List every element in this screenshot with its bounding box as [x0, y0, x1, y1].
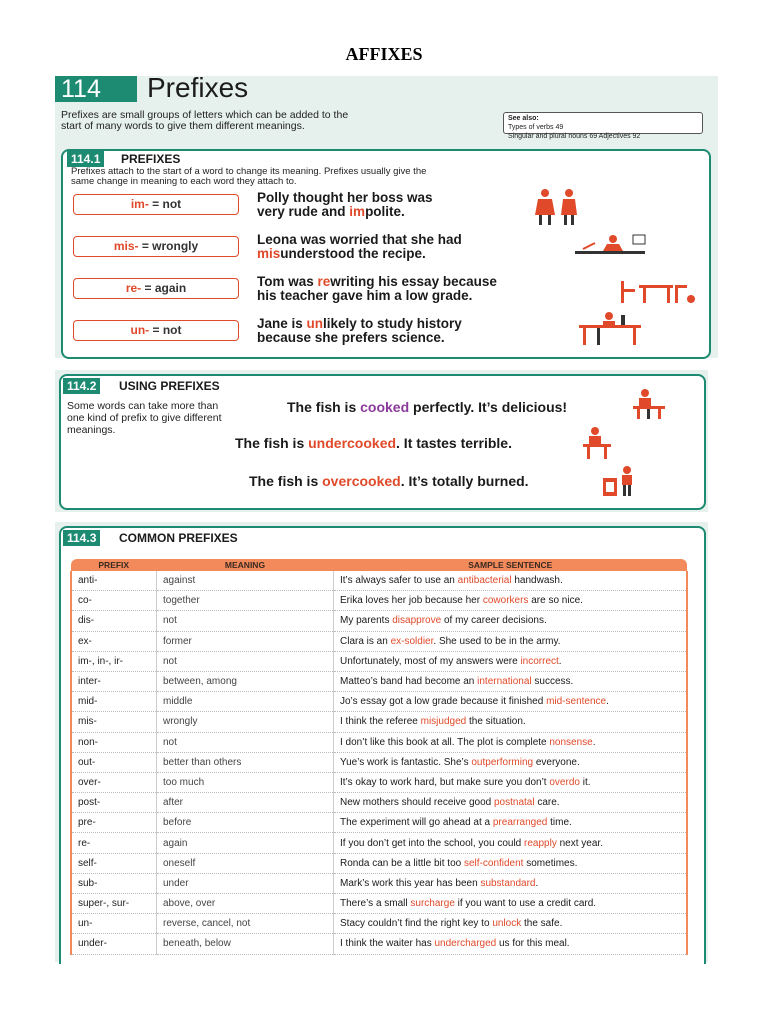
table-row: [71, 631, 687, 651]
sample-sentence-cell: If you don’t get into the school, you could reapply next year.: [334, 833, 688, 853]
sample-sentence-cell: The experiment will go ahead at a prearranged time.: [334, 813, 688, 833]
prefix-cell: super-, sur-: [71, 894, 157, 914]
meaning-cell: between, among: [157, 671, 334, 691]
table-row: [71, 853, 687, 873]
meaning-cell: again: [157, 833, 334, 853]
see-also-label: See also:: [508, 115, 539, 122]
table-header-row: [71, 559, 687, 571]
section-title: COMMON PREFIXES: [119, 531, 238, 545]
meaning-cell: better than others: [157, 752, 334, 772]
desk-illustration: [621, 277, 697, 305]
sample-sentence-cell: I think the referee misjudged the situation.: [334, 712, 688, 732]
column-header: SAMPLE SENTENCE: [334, 559, 688, 571]
sample-sentence-cell: Jo’s essay got a low grade because it finished mid-sentence.: [334, 692, 688, 712]
meaning-cell: former: [157, 631, 334, 651]
table-row: [71, 712, 687, 732]
unit-title: Prefixes: [147, 72, 249, 103]
prefix-cell: ex-: [71, 631, 157, 651]
table-row: [71, 894, 687, 914]
prefix-cell: mis-: [71, 712, 157, 732]
prefix-cell: over-: [71, 772, 157, 792]
prefix-cell: un-: [71, 914, 157, 934]
prefix-pill: im- = not: [73, 194, 239, 215]
meaning-cell: under: [157, 873, 334, 893]
sample-sentence-cell: I think the waiter has undercharged us for this meal.: [334, 934, 688, 954]
meaning-cell: together: [157, 591, 334, 611]
table-row: [71, 813, 687, 833]
meaning-cell: wrongly: [157, 712, 334, 732]
prefix-cell: dis-: [71, 611, 157, 631]
diner-happy-illustration: [633, 388, 667, 420]
prefix-cell: out-: [71, 752, 157, 772]
sample-sentence-cell: Clara is an ex-soldier. She used to be in the army.: [334, 631, 688, 651]
see-also-line1: Types of verbs 49: [508, 124, 564, 131]
table-row: [71, 611, 687, 631]
table-row: [71, 752, 687, 772]
meaning-cell: beneath, below: [157, 934, 334, 954]
prefix-cell: anti-: [71, 571, 157, 591]
prefix-cell: im-, in-, ir-: [71, 651, 157, 671]
meaning-cell: reverse, cancel, not: [157, 914, 334, 934]
prefixes-section: [61, 149, 711, 359]
unit-intro: Prefixes are small groups of letters which can be added to the start of many words to give them different meanings.: [61, 109, 349, 132]
prefix-cell: pre-: [71, 813, 157, 833]
burned-food-illustration: [601, 464, 637, 498]
prefix-pill: un- = not: [73, 320, 239, 341]
see-also-line2: Singular and plural nouns 69 Adjectives 92: [508, 133, 641, 140]
table-row: [71, 772, 687, 792]
column-header: MEANING: [157, 559, 334, 571]
table-row: [71, 873, 687, 893]
meaning-cell: middle: [157, 692, 334, 712]
section-title: PREFIXES: [121, 152, 181, 166]
using-prefixes-section: [59, 374, 706, 510]
using-prefixes-panel: [55, 370, 708, 512]
section-description: Some words can take more than one kind of prefix to give different meanings.: [67, 400, 222, 436]
section-tag: 114.3: [63, 530, 100, 546]
example-sentence: The fish is overcooked. It’s totally burned.: [249, 473, 529, 489]
sample-sentence-cell: It’s always safer to use an antibacterial handwash.: [334, 571, 688, 591]
table-row: [71, 651, 687, 671]
section-description: Prefixes attach to the start of a word to change its meaning. Prefixes usually give the same change in meaning to each word they attach to.: [71, 166, 427, 187]
section-title: USING PREFIXES: [119, 379, 220, 393]
meaning-cell: before: [157, 813, 334, 833]
table-row: [71, 914, 687, 934]
example-sentence: The fish is cooked perfectly. It’s delicious!: [287, 399, 568, 415]
prefix-cell: post-: [71, 793, 157, 813]
sample-sentence-cell: Yue’s work is fantastic. She’s outperforming everyone.: [334, 752, 688, 772]
sample-sentence-cell: My parents disapprove of my career decisions.: [334, 611, 688, 631]
example-sentence: Tom was rewriting his essay because his teacher gave him a low grade.: [257, 274, 497, 303]
table-row: [71, 833, 687, 853]
example-sentence: Polly thought her boss was very rude and impolite.: [257, 190, 433, 219]
common-prefixes-table: [70, 559, 688, 955]
example-sentence: Leona was worried that she had misunderstood the recipe.: [257, 232, 462, 261]
table-row: [71, 571, 687, 591]
meaning-cell: not: [157, 651, 334, 671]
meaning-cell: oneself: [157, 853, 334, 873]
sample-sentence-cell: New mothers should receive good postnatal care.: [334, 793, 688, 813]
sample-sentence-cell: There’s a small surcharge if you want to use a credit card.: [334, 894, 688, 914]
meaning-cell: not: [157, 611, 334, 631]
prefix-pill: re- = again: [73, 278, 239, 299]
diner-sick-illustration: [583, 426, 613, 460]
table-row: [71, 934, 687, 954]
section-tag: 114.2: [63, 378, 100, 394]
sample-sentence-cell: I don’t like this book at all. The plot is complete nonsense.: [334, 732, 688, 752]
section-tag: 114.1: [67, 151, 104, 167]
meaning-cell: not: [157, 732, 334, 752]
table-row: [71, 671, 687, 691]
example-sentence: The fish is undercooked. It tastes terrible.: [235, 435, 512, 451]
prefix-cell: re-: [71, 833, 157, 853]
see-also-box: [503, 112, 703, 140]
sample-sentence-cell: Ronda can be a little bit too self-confident sometimes.: [334, 853, 688, 873]
prefix-cell: co-: [71, 591, 157, 611]
table-row: [71, 793, 687, 813]
sample-sentence-cell: Matteo’s band had become an international success.: [334, 671, 688, 691]
prefix-cell: under-: [71, 934, 157, 954]
sample-sentence-cell: It’s okay to work hard, but make sure you don’t overdo it.: [334, 772, 688, 792]
meaning-cell: against: [157, 571, 334, 591]
table-row: [71, 732, 687, 752]
cooking-illustration: [573, 231, 653, 261]
meaning-cell: above, over: [157, 894, 334, 914]
two-people-illustration: [531, 187, 585, 227]
meaning-cell: too much: [157, 772, 334, 792]
unit-header-panel: [55, 72, 718, 358]
sample-sentence-cell: Stacy couldn’t find the right key to unlock the safe.: [334, 914, 688, 934]
table-row: [71, 591, 687, 611]
sample-sentence-cell: Mark’s work this year has been substandard.: [334, 873, 688, 893]
prefix-cell: non-: [71, 732, 157, 752]
sample-sentence-cell: Erika loves her job because her coworkers are so nice.: [334, 591, 688, 611]
unit-number: 114: [55, 76, 137, 102]
prefix-cell: self-: [71, 853, 157, 873]
prefix-cell: mid-: [71, 692, 157, 712]
document-title: AFFIXES: [345, 44, 423, 64]
column-header: PREFIX: [71, 559, 157, 571]
lab-illustration: [577, 311, 647, 347]
meaning-cell: after: [157, 793, 334, 813]
table-row: [71, 692, 687, 712]
example-sentence: Jane is unlikely to study history because she prefers science.: [257, 316, 462, 345]
sample-sentence-cell: Unfortunately, most of my answers were incorrect.: [334, 651, 688, 671]
prefix-cell: inter-: [71, 671, 157, 691]
prefix-cell: sub-: [71, 873, 157, 893]
prefix-pill: mis- = wrongly: [73, 236, 239, 257]
